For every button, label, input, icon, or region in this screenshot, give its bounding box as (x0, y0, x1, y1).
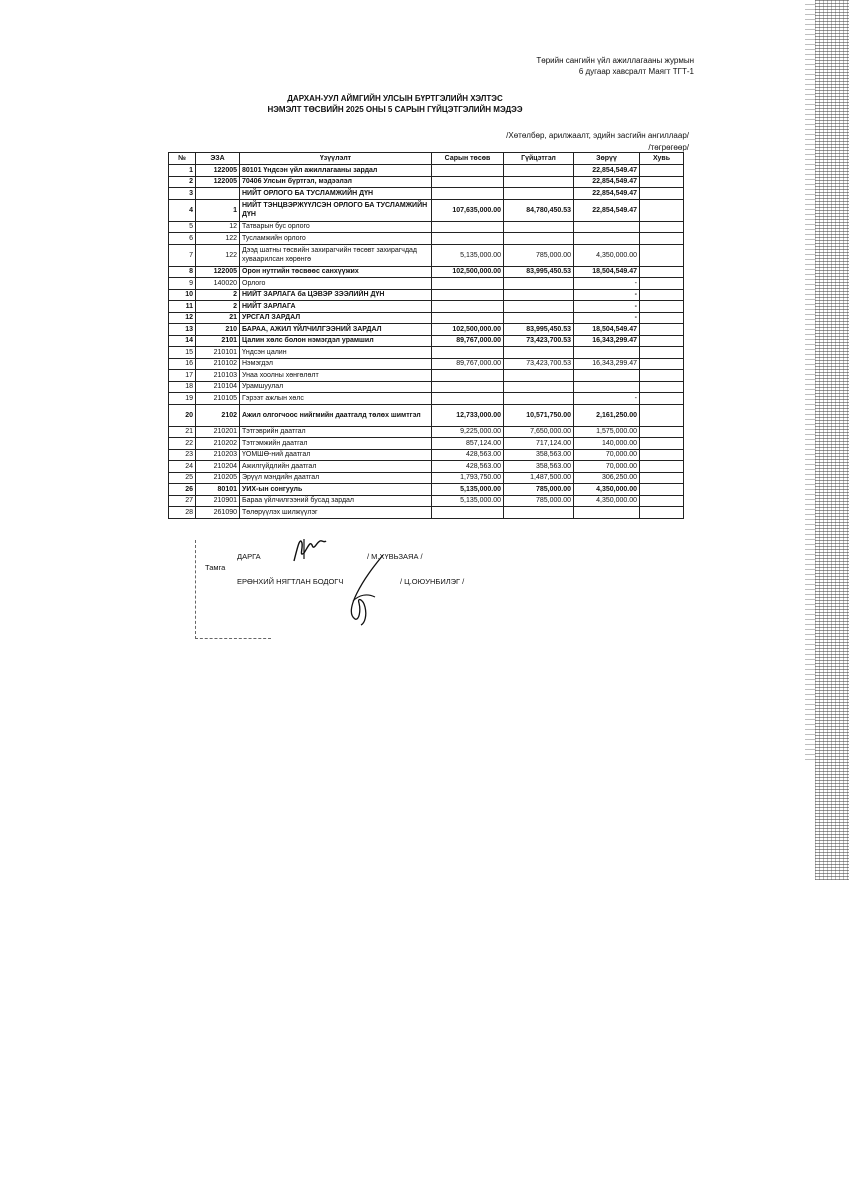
row-percent (640, 472, 684, 484)
row-percent (640, 335, 684, 347)
row-difference (574, 370, 640, 382)
form-reference-line2: 6 дугаар хавсралт Маягт ТГТ-1 (578, 67, 694, 76)
row-code: 210104 (196, 381, 240, 393)
row-difference: 4,350,000.00 (574, 484, 640, 496)
row-indicator: УРСГАЛ ЗАРДАЛ (240, 312, 432, 324)
row-monthly-budget: 5,135,000.00 (432, 495, 504, 507)
accountant-name: / Ц.ОЮУНБИЛЭГ / (400, 577, 465, 586)
row-number: 7 (169, 244, 196, 266)
row-number: 2 (169, 176, 196, 188)
row-indicator: Тэтгэмжийн даатгал (240, 438, 432, 450)
row-number: 25 (169, 472, 196, 484)
document-title-line1: ДАРХАН-УУЛ АЙМГИЙН УЛСЫН БҮРТГЭЛИЙН ХЭЛТЭС (287, 94, 503, 103)
row-number: 14 (169, 335, 196, 347)
row-monthly-budget: 89,767,000.00 (432, 335, 504, 347)
row-percent (640, 188, 684, 200)
row-percent (640, 301, 684, 313)
row-code: 210205 (196, 472, 240, 484)
row-code: 261090 (196, 507, 240, 519)
col-header-no: № (169, 153, 196, 165)
row-indicator: Урамшуулал (240, 381, 432, 393)
row-indicator: Нэмэгдэл (240, 358, 432, 370)
row-percent (640, 233, 684, 245)
row-indicator: Ажилгүйдлийн даатгал (240, 461, 432, 473)
table-row (169, 507, 684, 519)
row-code: 12 (196, 221, 240, 233)
row-percent (640, 347, 684, 359)
table-row (169, 495, 684, 507)
row-actual (504, 233, 574, 245)
row-indicator: НИЙТ ЗАРЛАГА ба ЦЭВЭР ЗЭЭЛИЙН ДҮН (240, 289, 432, 301)
row-difference: 22,854,549.47 (574, 199, 640, 221)
row-difference: 18,504,549.47 (574, 324, 640, 336)
col-header-indicator: Үзүүлэлт (240, 153, 432, 165)
row-actual: 83,995,450.53 (504, 266, 574, 278)
row-monthly-budget (432, 507, 504, 519)
document-title-line2: НЭМЭЛТ ТӨСВИЙН 2025 ОНЫ 5 САРЫН ГҮЙЦЭТГЭЛИЙН МЭДЭЭ (267, 105, 523, 114)
row-code: 210201 (196, 426, 240, 438)
row-percent (640, 449, 684, 461)
row-monthly-budget (432, 165, 504, 177)
row-code: 210101 (196, 347, 240, 359)
row-actual (504, 347, 574, 359)
table-row (169, 221, 684, 233)
row-monthly-budget (432, 312, 504, 324)
col-header-percent: Хувь (640, 153, 684, 165)
col-header-difference: Зөрүү (574, 153, 640, 165)
row-percent (640, 165, 684, 177)
row-actual: 10,571,750.00 (504, 404, 574, 426)
row-percent (640, 507, 684, 519)
row-indicator: Цалин хөлс болон нэмэгдэл урамшил (240, 335, 432, 347)
row-code: 122 (196, 233, 240, 245)
row-percent (640, 495, 684, 507)
row-indicator: НИЙТ ТЭНЦВЭРЖҮҮЛСЭН ОРЛОГО БА ТУСЛАМЖИЙН ДҮН (240, 199, 432, 221)
row-monthly-budget: 9,225,000.00 (432, 426, 504, 438)
row-percent (640, 289, 684, 301)
row-indicator: Үндсэн цалин (240, 347, 432, 359)
row-monthly-budget (432, 381, 504, 393)
form-reference (536, 55, 694, 77)
row-monthly-budget: 102,500,000.00 (432, 324, 504, 336)
row-number: 21 (169, 426, 196, 438)
row-monthly-budget (432, 393, 504, 405)
table-row (169, 266, 684, 278)
row-code: 210203 (196, 449, 240, 461)
row-percent (640, 324, 684, 336)
row-difference: 4,350,000.00 (574, 495, 640, 507)
row-actual (504, 176, 574, 188)
row-actual (504, 278, 574, 290)
row-difference: 16,343,299.47 (574, 358, 640, 370)
table-row (169, 165, 684, 177)
row-code: 122 (196, 244, 240, 266)
row-number: 18 (169, 381, 196, 393)
row-actual: 785,000.00 (504, 244, 574, 266)
table-row (169, 176, 684, 188)
table-row (169, 244, 684, 266)
row-actual (504, 301, 574, 313)
row-indicator: Унаа хоолны хөнгөлөлт (240, 370, 432, 382)
row-actual: 785,000.00 (504, 484, 574, 496)
row-percent (640, 484, 684, 496)
row-difference: 16,343,299.47 (574, 335, 640, 347)
row-percent (640, 266, 684, 278)
row-difference: 4,350,000.00 (574, 244, 640, 266)
row-difference (574, 233, 640, 245)
row-actual: 1,487,500.00 (504, 472, 574, 484)
row-number: 23 (169, 449, 196, 461)
row-number: 5 (169, 221, 196, 233)
table-row (169, 484, 684, 496)
row-actual (504, 312, 574, 324)
row-actual: 785,000.00 (504, 495, 574, 507)
row-difference: 70,000.00 (574, 449, 640, 461)
row-actual (504, 507, 574, 519)
form-reference-line1: Төрийн сангийн үйл ажиллагааны журмын (536, 56, 694, 65)
table-row (169, 335, 684, 347)
row-difference (574, 381, 640, 393)
row-code: 2102 (196, 404, 240, 426)
signature-block (195, 535, 495, 645)
row-actual: 73,423,700.53 (504, 358, 574, 370)
row-actual: 73,423,700.53 (504, 335, 574, 347)
row-indicator: ҮОМШӨ-ний даатгал (240, 449, 432, 461)
row-indicator: Бараа үйлчилгээний бусад зардал (240, 495, 432, 507)
row-actual (504, 289, 574, 301)
row-percent (640, 426, 684, 438)
row-percent (640, 176, 684, 188)
row-percent (640, 370, 684, 382)
row-number: 1 (169, 165, 196, 177)
row-monthly-budget: 5,135,000.00 (432, 484, 504, 496)
row-number: 4 (169, 199, 196, 221)
scan-noise-edge-inner (805, 0, 815, 760)
row-number: 6 (169, 233, 196, 245)
row-percent (640, 244, 684, 266)
director-title: ДАРГА (237, 552, 261, 561)
row-monthly-budget: 857,124.00 (432, 438, 504, 450)
row-difference: 22,854,549.47 (574, 176, 640, 188)
row-monthly-budget (432, 278, 504, 290)
table-row (169, 370, 684, 382)
row-code: 122005 (196, 266, 240, 278)
row-indicator: Дээд шатны төсвийн захирагчийн төсөвт захирагчдад хуваарилсан хөрөнгө (240, 244, 432, 266)
row-number: 11 (169, 301, 196, 313)
row-percent (640, 221, 684, 233)
col-header-actual: Гүйцэтгэл (504, 153, 574, 165)
row-actual (504, 188, 574, 200)
row-code: 210901 (196, 495, 240, 507)
row-percent (640, 438, 684, 450)
row-monthly-budget (432, 221, 504, 233)
row-monthly-budget: 12,733,000.00 (432, 404, 504, 426)
accountant-title: ЕРӨНХИЙ НЯГТЛАН БОДОГЧ (237, 577, 344, 586)
row-number: 20 (169, 404, 196, 426)
row-monthly-budget: 428,563.00 (432, 449, 504, 461)
row-actual (504, 370, 574, 382)
row-number: 16 (169, 358, 196, 370)
row-indicator: Тусламжийн орлого (240, 233, 432, 245)
row-code: 2 (196, 289, 240, 301)
table-row (169, 393, 684, 405)
table-row (169, 289, 684, 301)
row-actual (504, 165, 574, 177)
row-actual: 7,650,000.00 (504, 426, 574, 438)
row-number: 3 (169, 188, 196, 200)
table-row (169, 324, 684, 336)
table-row (169, 438, 684, 450)
director-name: / М.ХҮВЬЗАЯА / (367, 552, 423, 561)
table-row (169, 188, 684, 200)
budget-performance-table (168, 152, 684, 519)
row-indicator: Орон нутгийн төсвөөс санхүүжих (240, 266, 432, 278)
row-number: 22 (169, 438, 196, 450)
row-difference: - (574, 393, 640, 405)
row-code: 122005 (196, 165, 240, 177)
row-percent (640, 404, 684, 426)
row-actual: 83,995,450.53 (504, 324, 574, 336)
row-code: 210202 (196, 438, 240, 450)
row-monthly-budget: 428,563.00 (432, 461, 504, 473)
row-code: 122005 (196, 176, 240, 188)
table-row (169, 426, 684, 438)
row-code: 21 (196, 312, 240, 324)
document-title (230, 93, 560, 115)
director-signature (290, 535, 330, 565)
row-code: 1 (196, 199, 240, 221)
row-actual (504, 381, 574, 393)
row-difference: 140,000.00 (574, 438, 640, 450)
row-indicator: 70406 Улсын бүртгэл, мэдээлэл (240, 176, 432, 188)
row-percent (640, 278, 684, 290)
row-percent (640, 199, 684, 221)
row-percent (640, 312, 684, 324)
row-percent (640, 381, 684, 393)
row-monthly-budget (432, 301, 504, 313)
table-row (169, 404, 684, 426)
row-actual: 358,563.00 (504, 461, 574, 473)
row-number: 19 (169, 393, 196, 405)
row-difference: 1,575,000.00 (574, 426, 640, 438)
row-number: 9 (169, 278, 196, 290)
row-code: 140020 (196, 278, 240, 290)
row-difference: - (574, 278, 640, 290)
table-row (169, 347, 684, 359)
row-indicator: Татварын бус орлого (240, 221, 432, 233)
table-row (169, 358, 684, 370)
table-row (169, 301, 684, 313)
row-percent (640, 358, 684, 370)
row-difference: - (574, 301, 640, 313)
row-difference: 2,161,250.00 (574, 404, 640, 426)
row-difference: 22,854,549.47 (574, 165, 640, 177)
row-indicator: Тэтгэврийн даатгал (240, 426, 432, 438)
row-number: 17 (169, 370, 196, 382)
row-code: 210102 (196, 358, 240, 370)
row-code: 210105 (196, 393, 240, 405)
row-code: 2 (196, 301, 240, 313)
table-row (169, 233, 684, 245)
table-row (169, 278, 684, 290)
table-row (169, 312, 684, 324)
row-monthly-budget: 107,635,000.00 (432, 199, 504, 221)
row-percent (640, 461, 684, 473)
row-monthly-budget (432, 188, 504, 200)
row-actual: 358,563.00 (504, 449, 574, 461)
classification-note-line1: /Хөтөлбөр, арилжаалт, эдийн засгийн ангиллаар/ (506, 131, 689, 140)
row-difference: 22,854,549.47 (574, 188, 640, 200)
row-difference: 70,000.00 (574, 461, 640, 473)
row-monthly-budget (432, 176, 504, 188)
row-indicator: Эрүүл мэндийн даатгал (240, 472, 432, 484)
row-actual: 84,780,450.53 (504, 199, 574, 221)
row-difference: - (574, 289, 640, 301)
row-code (196, 188, 240, 200)
row-difference (574, 507, 640, 519)
row-monthly-budget: 89,767,000.00 (432, 358, 504, 370)
accountant-signature (345, 553, 390, 628)
col-header-monthly-budget: Сарын төсөв (432, 153, 504, 165)
row-number: 8 (169, 266, 196, 278)
classification-note (506, 130, 689, 154)
row-code: 210103 (196, 370, 240, 382)
row-indicator: 80101 Үндсэн үйл ажиллагааны зардал (240, 165, 432, 177)
row-indicator: Гэрээт ажлын хөлс (240, 393, 432, 405)
classification-note-line2: /төгрөгөөр/ (648, 143, 689, 152)
row-number: 15 (169, 347, 196, 359)
row-number: 28 (169, 507, 196, 519)
scan-noise-edge (815, 0, 849, 880)
row-indicator: Орлого (240, 278, 432, 290)
row-monthly-budget (432, 289, 504, 301)
stamp-label: Тамга (205, 563, 226, 572)
row-difference (574, 347, 640, 359)
row-indicator: НИЙТ ОРЛОГО БА ТУСЛАМЖИЙН ДҮН (240, 188, 432, 200)
table-row (169, 461, 684, 473)
row-difference: 18,504,549.47 (574, 266, 640, 278)
row-number: 24 (169, 461, 196, 473)
row-indicator: НИЙТ ЗАРЛАГА (240, 301, 432, 313)
row-difference (574, 221, 640, 233)
row-monthly-budget (432, 233, 504, 245)
row-percent (640, 393, 684, 405)
row-number: 10 (169, 289, 196, 301)
row-code: 2101 (196, 335, 240, 347)
row-indicator: УИХ-ын сонгууль (240, 484, 432, 496)
row-indicator: БАРАА, АЖИЛ ҮЙЛЧИЛГЭЭНИЙ ЗАРДАЛ (240, 324, 432, 336)
row-code: 80101 (196, 484, 240, 496)
row-difference: - (574, 312, 640, 324)
col-header-code: ЭЗА (196, 153, 240, 165)
row-actual (504, 393, 574, 405)
row-difference: 306,250.00 (574, 472, 640, 484)
row-monthly-budget (432, 347, 504, 359)
row-monthly-budget: 102,500,000.00 (432, 266, 504, 278)
row-actual: 717,124.00 (504, 438, 574, 450)
row-number: 27 (169, 495, 196, 507)
row-monthly-budget: 5,135,000.00 (432, 244, 504, 266)
row-code: 210 (196, 324, 240, 336)
table-header-row (169, 153, 684, 165)
row-code: 210204 (196, 461, 240, 473)
row-actual (504, 221, 574, 233)
row-indicator: Төлөрүүлэх шилжүүлэг (240, 507, 432, 519)
row-monthly-budget: 1,793,750.00 (432, 472, 504, 484)
row-number: 26 (169, 484, 196, 496)
table-row (169, 449, 684, 461)
table-row (169, 199, 684, 221)
table-row (169, 381, 684, 393)
row-number: 13 (169, 324, 196, 336)
row-monthly-budget (432, 370, 504, 382)
row-number: 12 (169, 312, 196, 324)
row-indicator: Ажил олгогчоос нийгмийн даатгалд төлөх шимтгэл (240, 404, 432, 426)
table-row (169, 472, 684, 484)
